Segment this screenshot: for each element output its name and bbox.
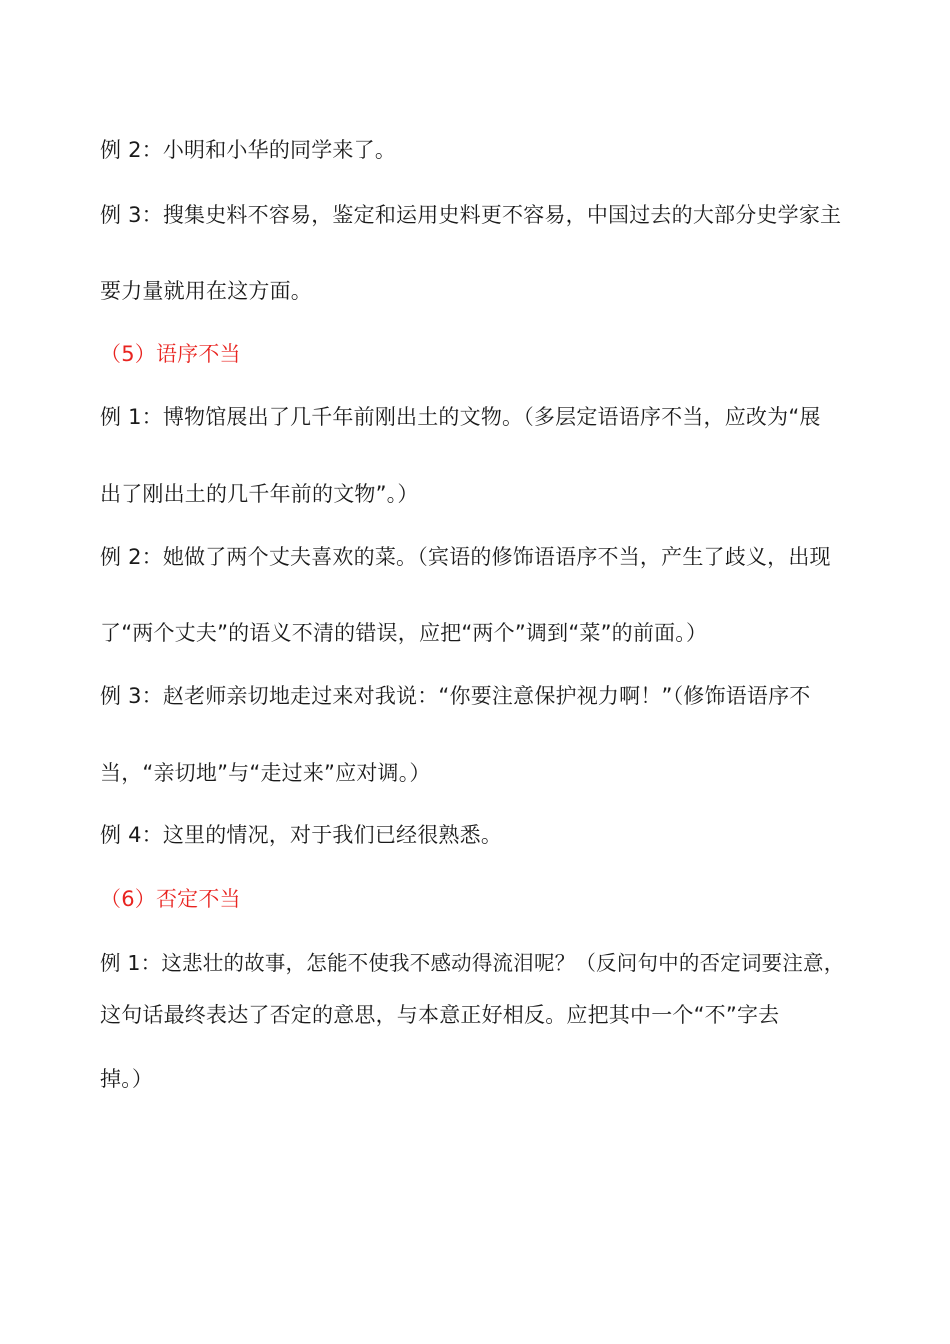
word-order-example-2-line-2: 了“两个丈夫”的语义不清的错误，应把“两个”调到“菜”的前面。） <box>100 621 708 645</box>
word-order-example-4-line: 例 4：这里的情况，对于我们已经很熟悉。 <box>100 823 503 847</box>
negation-example-1-line-1: 例 1：这悲壮的故事，怎能不使我不感动得流泪呢？（反问句中的否定词要注意， <box>100 951 845 975</box>
word-order-example-1-line-2: 出了刚出土的几千年前的文物”。） <box>100 482 419 506</box>
section-heading-word-order: （5）语序不当 <box>100 342 241 366</box>
word-order-example-3-line-1: 例 3：赵老师亲切地走过来对我说：“你要注意保护视力啊！”（修饰语语序不 <box>100 684 811 708</box>
section-heading-negation: （6）否定不当 <box>100 887 241 911</box>
word-order-example-3-line-2: 当，“亲切地”与“走过来”应对调。） <box>100 761 431 785</box>
example-3-line-1: 例 3：搜集史料不容易，鉴定和运用史料更不容易，中国过去的大部分史学家主 <box>100 203 842 227</box>
negation-example-1-line-2: 这句话最终表达了否定的意思，与本意正好相反。应把其中一个“不”字去 <box>100 1003 780 1027</box>
example-2-ambiguous-line: 例 2：小明和小华的同学来了。 <box>100 138 397 162</box>
example-3-line-2: 要力量就用在这方面。 <box>100 279 312 303</box>
word-order-example-2-line-1: 例 2：她做了两个丈夫喜欢的菜。（宾语的修饰语语序不当，产生了歧义，出现 <box>100 545 831 569</box>
negation-example-1-line-3: 掉。） <box>100 1067 154 1091</box>
word-order-example-1-line-1: 例 1：博物馆展出了几千年前刚出土的文物。（多层定语语序不当，应改为“展 <box>100 405 821 429</box>
